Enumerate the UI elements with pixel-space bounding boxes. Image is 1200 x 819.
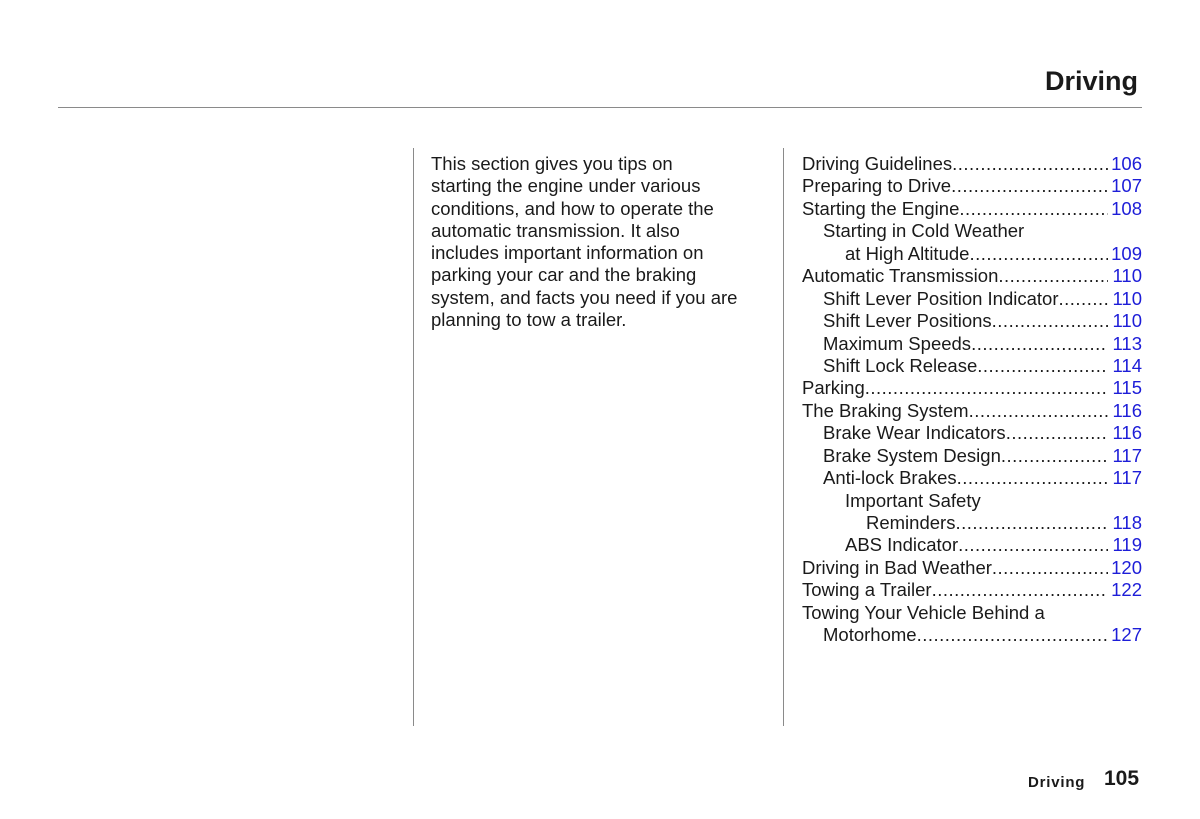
- toc-entry-label: Towing Your Vehicle Behind a: [802, 601, 1045, 623]
- toc-entry-label: Starting the Engine: [802, 197, 960, 219]
- toc-leader-dots: [1006, 422, 1108, 444]
- toc-entry-label: Parking: [802, 377, 865, 399]
- toc-page-link[interactable]: 115: [1112, 377, 1142, 399]
- toc-entry[interactable]: [802, 333, 1142, 355]
- toc-entry-label: Shift Lever Positions: [823, 310, 992, 332]
- toc-entry-label: Shift Lever Position Indicator: [823, 287, 1059, 309]
- toc-entry-label: Important Safety: [845, 489, 981, 511]
- toc-entry[interactable]: [802, 243, 1142, 265]
- toc-entry-label: Shift Lock Release: [823, 354, 978, 376]
- header-rule: [58, 107, 1142, 108]
- toc-entry-label: Starting in Cold Weather: [823, 220, 1025, 242]
- toc-entry-label: Driving in Bad Weather: [802, 556, 992, 578]
- toc-page-link[interactable]: 114: [1112, 354, 1142, 376]
- toc-leader-dots: [865, 377, 1108, 399]
- toc-entry[interactable]: [802, 512, 1142, 534]
- toc-entry[interactable]: [802, 355, 1142, 377]
- toc-leader-dots: [969, 243, 1108, 265]
- toc-page-link[interactable]: 116: [1112, 422, 1142, 444]
- footer-page-number: 105: [1104, 767, 1140, 790]
- toc-entry-label: Reminders: [866, 512, 956, 533]
- toc-leader-dots: [971, 333, 1108, 355]
- toc-entry[interactable]: [802, 624, 1142, 646]
- toc-entry-label: Maximum Speeds: [823, 332, 972, 354]
- toc-page-link[interactable]: 109: [1111, 242, 1142, 264]
- footer-section-name: Driving: [1028, 774, 1086, 791]
- intro-line: includes important information on: [431, 242, 704, 264]
- toc-entry-label: Brake System Design: [823, 444, 1001, 466]
- toc-leader-dots: [998, 265, 1108, 287]
- page-title: Driving: [1044, 66, 1138, 96]
- toc-entry[interactable]: [802, 445, 1142, 467]
- toc-leader-dots: [951, 175, 1108, 197]
- toc-entry-label: Automatic Transmission: [802, 265, 999, 287]
- toc-entry[interactable]: [802, 175, 1142, 197]
- toc-entry[interactable]: [802, 153, 1142, 175]
- toc-page-link[interactable]: 107: [1111, 175, 1142, 197]
- intro-line: conditions, and how to operate the: [431, 197, 714, 219]
- toc-leader-dots: [1001, 445, 1108, 467]
- toc-entry-label: Brake Wear Indicators: [823, 422, 1006, 444]
- toc-page-link[interactable]: 120: [1111, 556, 1142, 578]
- intro-line: automatic transmission. It also: [431, 219, 680, 241]
- toc-leader-dots: [1059, 288, 1109, 310]
- toc-leader-dots: [977, 355, 1108, 377]
- toc-page-link[interactable]: 108: [1111, 197, 1142, 219]
- toc-page-link[interactable]: 122: [1111, 579, 1142, 601]
- toc-page-link[interactable]: 110: [1112, 287, 1142, 309]
- toc-entry-label: Anti-lock Brakes: [823, 467, 957, 489]
- toc-entry[interactable]: [802, 377, 1142, 399]
- toc-entry[interactable]: [802, 557, 1142, 579]
- toc-entry[interactable]: [802, 534, 1142, 556]
- toc-leader-dots: [992, 557, 1108, 579]
- toc-page-link[interactable]: 110: [1112, 310, 1142, 332]
- toc-entry[interactable]: [802, 265, 1142, 287]
- table-of-contents: [802, 153, 1142, 647]
- toc-page-link[interactable]: 117: [1112, 444, 1142, 466]
- toc-entry[interactable]: [802, 467, 1142, 489]
- toc-page-link[interactable]: 118: [1112, 512, 1142, 533]
- toc-entry-label: Towing a Trailer: [802, 579, 932, 601]
- toc-leader-dots: [969, 400, 1108, 422]
- toc-entry[interactable]: [802, 579, 1142, 601]
- toc-entry-label: The Braking System: [802, 399, 969, 421]
- section-intro: [431, 153, 776, 331]
- toc-leader-dots: [917, 624, 1108, 646]
- toc-page-link[interactable]: 117: [1112, 467, 1142, 489]
- toc-entry-label: ABS Indicator: [845, 534, 959, 556]
- intro-line: planning to tow a trailer.: [431, 309, 627, 331]
- toc-entry-label: at High Altitude: [845, 242, 970, 264]
- toc-page-link[interactable]: 110: [1112, 265, 1142, 287]
- toc-page-link[interactable]: 119: [1112, 534, 1142, 556]
- toc-leader-dots: [959, 198, 1108, 220]
- middle-column-divider: [783, 148, 784, 726]
- intro-line: system, and facts you need if you are: [431, 286, 738, 308]
- toc-entry: [802, 602, 1142, 624]
- toc-entry-label: Motorhome: [823, 624, 917, 646]
- intro-line: parking your car and the braking: [431, 264, 697, 286]
- left-column-divider: [413, 148, 414, 726]
- toc-entry: [802, 220, 1142, 242]
- toc-page-link[interactable]: 106: [1111, 153, 1142, 174]
- toc-leader-dots: [957, 467, 1108, 489]
- intro-line: starting the engine under various: [431, 175, 701, 197]
- toc-entry-label: Driving Guidelines: [802, 153, 953, 174]
- intro-line: This section gives you tips on: [431, 153, 673, 174]
- toc-entry: [802, 490, 1142, 512]
- toc-leader-dots: [958, 534, 1108, 556]
- toc-leader-dots: [952, 153, 1108, 175]
- toc-page-link[interactable]: 116: [1112, 399, 1142, 421]
- toc-entry[interactable]: [802, 310, 1142, 332]
- toc-entry[interactable]: [802, 198, 1142, 220]
- toc-leader-dots: [992, 310, 1108, 332]
- toc-page-link[interactable]: 113: [1112, 332, 1142, 354]
- toc-leader-dots: [955, 512, 1108, 534]
- toc-leader-dots: [932, 579, 1108, 601]
- toc-entry-label: Preparing to Drive: [802, 175, 952, 197]
- toc-entry[interactable]: [802, 400, 1142, 422]
- toc-page-link[interactable]: 127: [1111, 624, 1142, 646]
- toc-entry[interactable]: [802, 288, 1142, 310]
- toc-entry[interactable]: [802, 422, 1142, 444]
